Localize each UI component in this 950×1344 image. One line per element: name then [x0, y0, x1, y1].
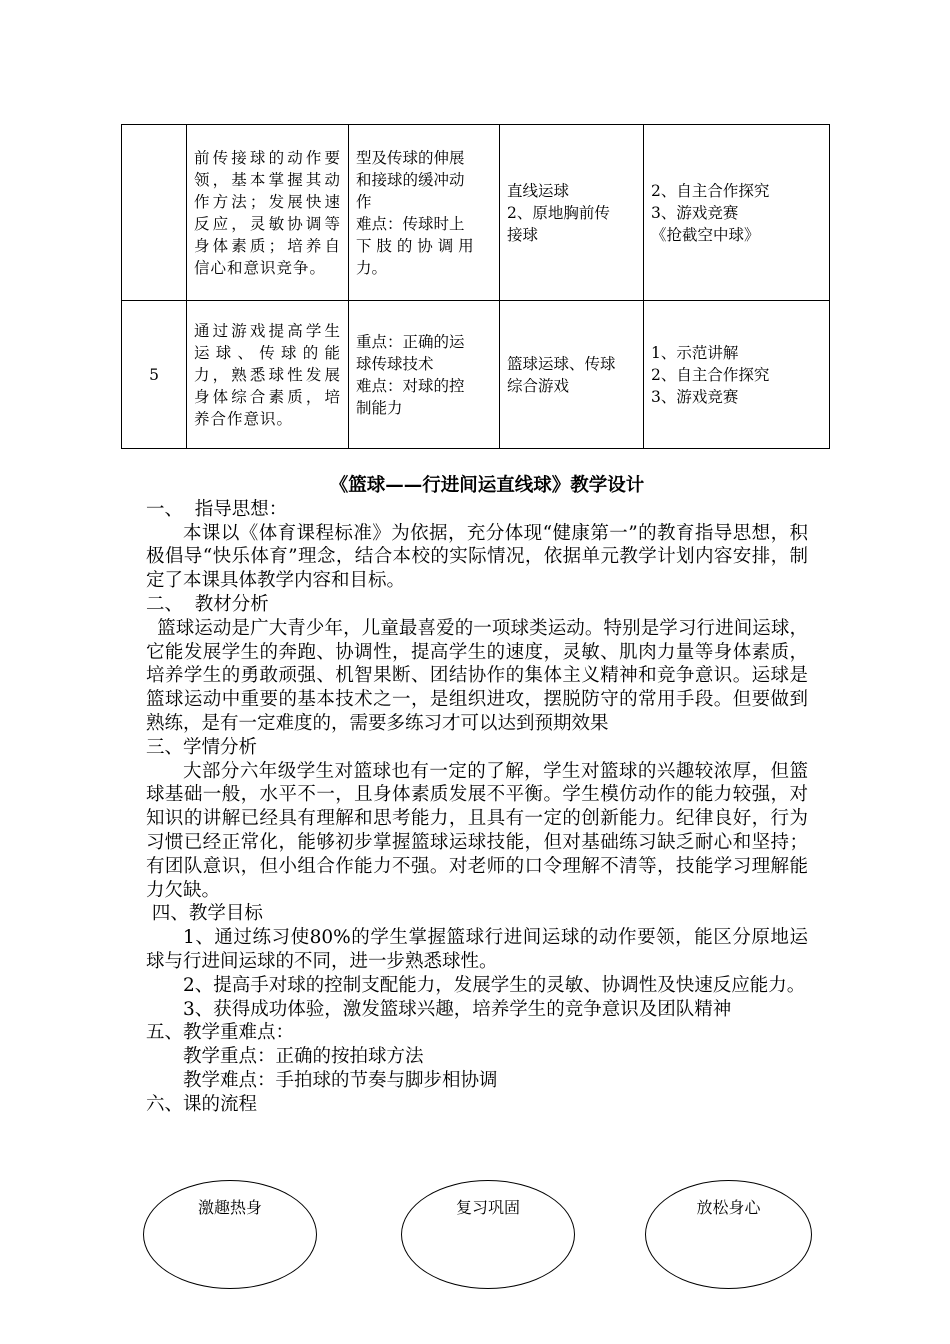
key-point-line: 教学重点：正确的按拍球方法 [183, 1046, 424, 1068]
key-points-cell: 重点：正确的运 球传球技术 难点：对球的控 制能力 [349, 301, 500, 449]
key-points-cell: 型及传球的伸展 和接球的缓冲动 作 难点：传球时上 下 肢 的 协 调 用 力。 [349, 125, 500, 301]
method-cell: 2、自主合作探究 3、游戏竞赛 《抢截空中球》 [644, 125, 830, 301]
section-heading: 二、 教材分析 [146, 593, 269, 615]
flow-label: 激趣热身 [197, 1198, 262, 1217]
difficulty-line: 教学难点：手拍球的节奏与脚步相协调 [183, 1069, 498, 1091]
section-heading: 四、教学目标 [146, 903, 263, 925]
section-heading: 六、课的流程 [146, 1093, 258, 1115]
flow-oval-warmup [143, 1180, 317, 1289]
paragraph: 篮球运动是广大青少年，儿童最喜爱的一项球类运动。特别是学习行进间运球，它能发展学生的奔跑、协调性，提高学生的速度，灵敏、肌肉力量等身体素质，培养学生的勇敢顽强、机智果断、团结协作的集体主义精神和竞争意识。运球是篮球运动中重要的基本技术之一，是组织进攻，摆脱防守的常用手段。但要做到熟练，是有一定难度的，需要多练习才可以达到预期效果 [146, 617, 808, 734]
goal-cell: 通过游戏提高学生运球、传球的能力，熟悉球性发展身体综合素质，培养合作意识。 [187, 301, 349, 449]
flow-oval-relax [645, 1180, 812, 1289]
method-cell: 1、示范讲解 2、自主合作探究 3、游戏竞赛 [644, 301, 830, 449]
lesson-plan-table [121, 124, 830, 449]
content-cell: 直线运球 2、原地胸前传 接球 [500, 125, 644, 301]
content-cell: 篮球运球、传球 综合游戏 [500, 301, 644, 449]
document-body [146, 474, 808, 1117]
paragraph: 本课以《体育课程标准》为依据，充分体现“健康第一”的教育指导思想，积极倡导“快乐体育”理念，结合本校的实际情况，依据单元教学计划内容安排，制定了本课具体教学内容和目标。 [146, 522, 808, 592]
goal-cell: 前传接球的动作要领，基本掌握其动作方法；发展快速反应，灵敏协调等身体素质；培养自信心和意识竞争。 [187, 125, 349, 301]
table-row [122, 301, 830, 449]
document-title: 《篮球——行进间运直线球》教学设计 [329, 475, 645, 496]
lesson-number-cell [122, 125, 187, 301]
section-heading: 五、教学重难点： [146, 1022, 295, 1044]
lesson-number-cell: 5 [122, 301, 187, 449]
section-heading: 三、学情分析 [146, 736, 258, 758]
goal-item: 2、提高手对球的控制支配能力，发展学生的灵敏、协调性及快速反应能力。 [183, 974, 806, 996]
paragraph: 大部分六年级学生对篮球也有一定的了解，学生对篮球的兴趣较浓厚，但篮球基础一般，水平不一，且身体素质发展不平衡。学生模仿动作的能力较强，对知识的讲解已经具有理解和思考能力，且具有一定的创新能力。纪律良好，行为习惯已经正常化，能够初步掌握篮球运球技能，但对基础练习缺乏耐心和坚持；有团队意识，但小组合作能力不强。对老师的口令理解不清等，技能学习理解能力欠缺。 [146, 760, 808, 901]
flow-label: 放松身心 [696, 1198, 761, 1217]
table-row [122, 125, 830, 301]
goal-item: 3、获得成功体验，激发篮球兴趣，培养学生的竞争意识及团队精神 [183, 998, 732, 1020]
goal-item: 1、通过练习使80%的学生掌握篮球行进间运球的动作要领，能区分原地运球与行进间运球的不同，进一步熟悉球性。 [146, 927, 808, 972]
flow-label: 复习巩固 [455, 1198, 520, 1217]
section-heading: 一、 指导思想： [146, 498, 288, 520]
flow-oval-review [401, 1180, 575, 1289]
